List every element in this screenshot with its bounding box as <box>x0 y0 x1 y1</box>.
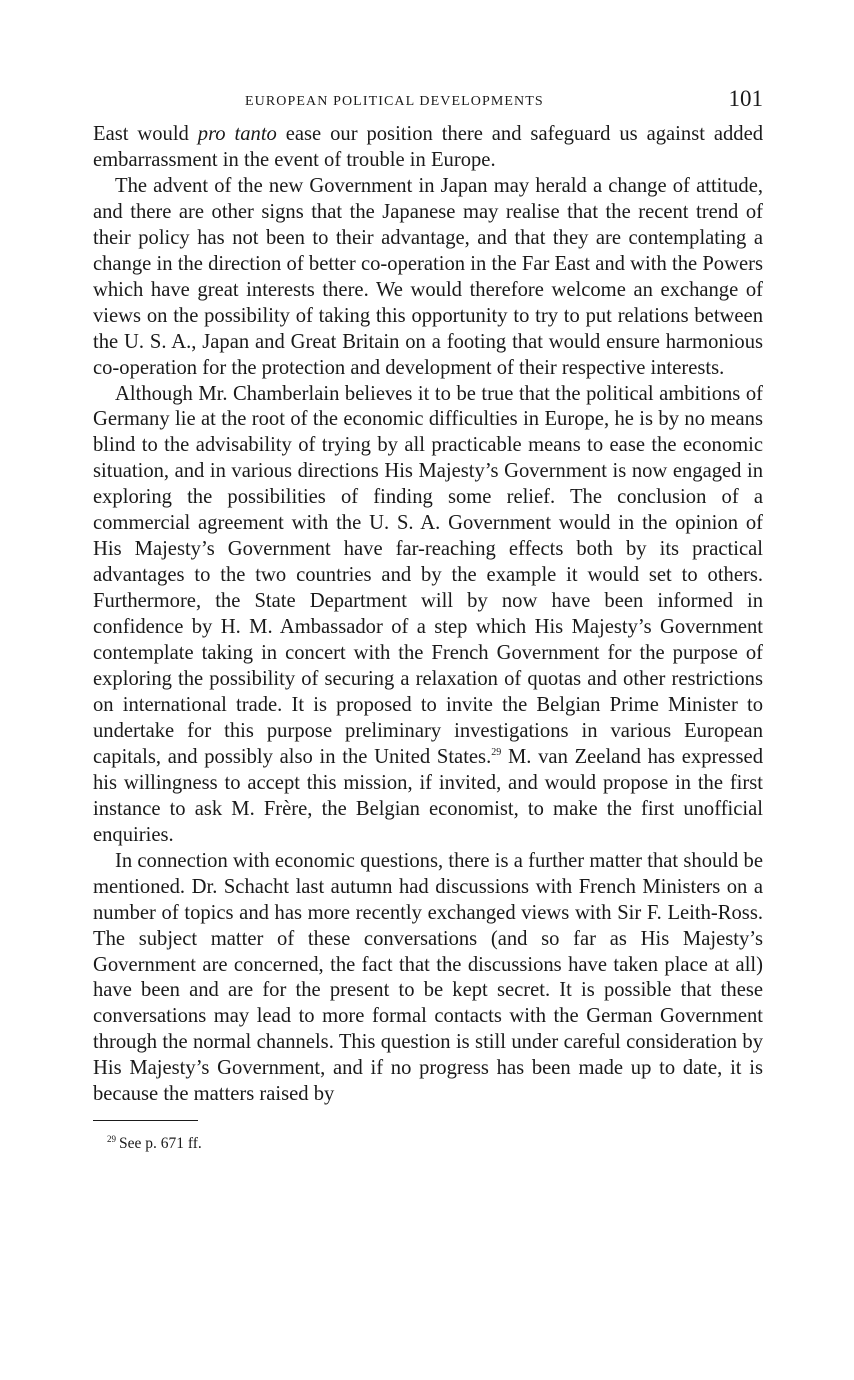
footnote-text: See p. 671 ff. <box>119 1135 202 1153</box>
book-page <box>93 86 763 1153</box>
running-head <box>93 86 763 122</box>
paragraph-1 <box>93 122 763 174</box>
paragraph-3-text-a: Although Mr. Chamberlain believes it to be true that the political ambitions of Germany lie at the root of the economic difficulties in Europe, he is by no means blind to the advisability of trying by all practicable means to ease the economic situation, and in various directions His Majesty’s Government is now engaged in exploring the possibilities of finding some relief. The conclusion of a commercial agreement with the U. S. A. Government would in the opinion of His Majesty’s Government have far-reaching effects both by its practical advantages to the two countries and by the example it would set to others. Furthermore, the State Department will by now have been informed in confidence by H. M. Ambassador of a step which His Majesty’s Government contemplate taking in concert with the French Government for the purpose of exploring the possibility of securing a relaxation of quotas and other restrictions on international trade. It is proposed to invite the Belgian Prime Minister to undertake for this purpose preliminary investigations in various European capitals, and possibly also in the United States. <box>93 382 763 768</box>
footnote-reference: 29 <box>491 747 502 759</box>
footnote-mark: 29 <box>107 1134 116 1145</box>
paragraph-1-text-b: ease our position there and safeguard us against added embarrassment in the event of trouble in Europe. <box>93 123 764 171</box>
running-title: EUROPEAN POLITICAL DEVELOPMENTS <box>245 94 544 109</box>
italic-phrase: pro tanto <box>197 123 277 145</box>
paragraph-3-text-b: M. van Zeeland has expressed his willingness to accept this mission, if invited, and would propose in the first instance to ask M. Frère, the Belgian economist, to make the first unofficial enquiries. <box>93 745 763 846</box>
paragraph-3 <box>93 382 763 849</box>
footnote <box>107 1135 763 1153</box>
paragraph-4: In connection with economic questions, there is a further matter that should be mentioned. Dr. Schacht last autumn had discussions with French Ministers on a number of topics and has more recently exchanged views with Sir F. Leith-Ross. The subject matter of these conversations (and so far as His Majesty’s Government are concerned, the fact that the discussions have taken place at all) have been and are for the present to be kept secret. It is possible that these conversations may lead to more formal contacts with the German Government through the normal channels. This question is still under careful consideration by His Majesty’s Government, and if no progress has been made up to date, it is because the matters raised by <box>93 849 763 1106</box>
footnote-divider <box>93 1120 198 1121</box>
paragraph-2: The advent of the new Government in Japan may herald a change of attitude, and there are other signs that the Japanese may realise that the recent trend of their policy has not been to their advantage, and that they are contemplating a change in the direction of better co-operation in the Far East and with the Powers which have great interests there. We would therefore welcome an exchange of views on the possibility of taking this opportunity to try to put relations between the U. S. A., Japan and Great Britain on a footing that would ensure harmonious co-operation for the protection and development of their respective interests. <box>93 174 763 379</box>
page-number: 101 <box>728 86 763 111</box>
body-text <box>93 122 763 1108</box>
paragraph-1-text-a: East would <box>93 123 198 145</box>
